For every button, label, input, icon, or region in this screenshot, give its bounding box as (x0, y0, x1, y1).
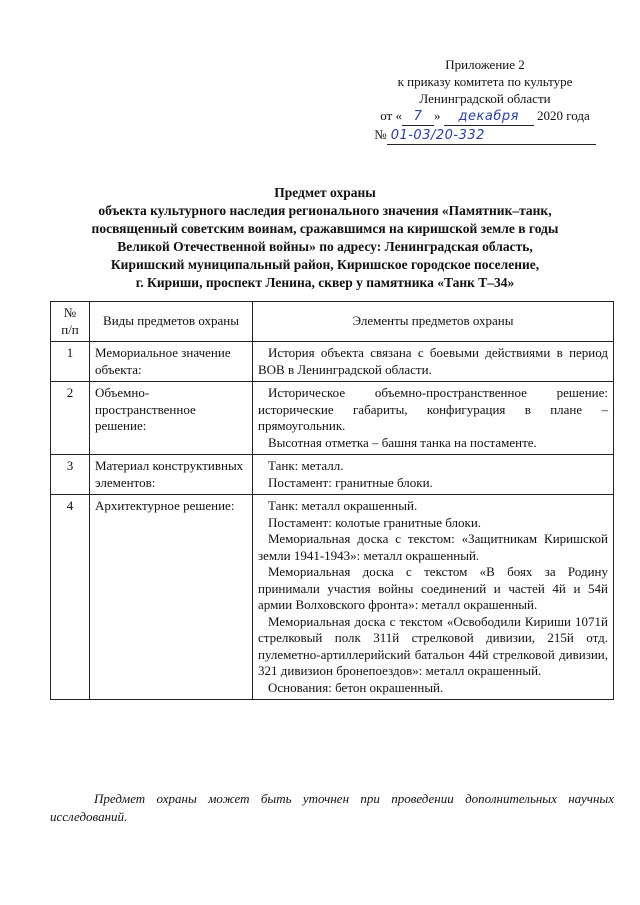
table-row (51, 455, 614, 495)
row-type: Объемно-пространственное решение: (90, 382, 253, 455)
date-month-handwritten: декабря (444, 108, 534, 126)
header-number (51, 302, 90, 342)
date-prefix: от « (380, 108, 402, 123)
row-number: 1 (51, 342, 90, 382)
element-paragraph: Основания: бетон окрашенный. (268, 679, 444, 695)
header-type: Виды предметов охраны (90, 302, 253, 342)
row-elements (253, 382, 614, 455)
header-number-abbr: п/п (61, 321, 79, 337)
row-number: 3 (51, 455, 90, 495)
table-row (51, 342, 614, 382)
footnote: Предмет охраны может быть уточнен при проведении дополнительных научных исследований. (50, 791, 614, 824)
row-type: Мемориальное значение объекта: (90, 342, 253, 382)
row-number: 4 (51, 495, 90, 700)
element-paragraph: Высотная отметка – башня танка на постаменте. (268, 434, 537, 450)
element-paragraph: Постамент: колотые гранитные блоки. (268, 514, 482, 530)
element-paragraph: Постамент: гранитные блоки. (268, 474, 433, 490)
table-header-row (51, 302, 614, 342)
appendix-header (360, 56, 610, 145)
element-paragraph: Мемориальная доска с текстом «Освободили Кириши 1071й стрелковый полк 311й стрелковой дивизии, 215й отд. пулеметно-артиллерийский батальон 44й стрелковой дивизии, 321 дивизион бронепоездов»: металл окрашенный. (258, 613, 608, 678)
date-mid: » (433, 108, 441, 123)
element-paragraph: Мемориальная доска с текстом: «Защитникам Киришской земли 1941-1943»: металл окрашенный. (258, 531, 608, 563)
date-suffix: 2020 года (536, 108, 590, 123)
title-line-2: объекта культурного наследия регионального значения «Памятник–танк, (98, 203, 552, 218)
protection-subject-table (50, 301, 614, 700)
element-paragraph: История объекта связана с боевыми действиями в период ВОВ в Ленинградской области. (258, 345, 608, 377)
order-number-handwritten: 01-03/20-332 (387, 127, 596, 145)
title-line-6: г. Кириши, проспект Ленина, сквер у памятника «Танк Т–34» (135, 275, 515, 290)
element-paragraph: Танк: металл. (268, 458, 344, 473)
document-title (40, 184, 610, 292)
table-body (51, 342, 614, 700)
row-elements (253, 495, 614, 700)
element-paragraph: Танк: металл окрашенный. (268, 498, 418, 513)
row-elements (253, 455, 614, 495)
title-line-4: Великой Отечественной войны» по адресу: Ленинградская область, (117, 239, 533, 254)
appendix-region-line: Ленинградской области (419, 91, 551, 106)
table-row (51, 382, 614, 455)
title-line-3: посвященный советским воинам, сражавшимся на киришской земле в годы (91, 221, 559, 236)
header-elements: Элементы предметов охраны (253, 302, 614, 342)
number-prefix: № (374, 127, 387, 142)
element-paragraph: Историческое объемно-пространственное решение: исторические габариты, конфигурация в плане – прямоугольник. (258, 385, 608, 433)
element-paragraph: Мемориальная доска с текстом «В боях за Родину принимали участия войны соединений и частей 4й и 54й армии Волховского фронта»: металл окрашенный. (258, 564, 608, 612)
table-row (51, 495, 614, 700)
row-type: Материал конструктивных элементов: (90, 455, 253, 495)
date-day-handwritten: 7 (402, 108, 434, 126)
row-number: 2 (51, 382, 90, 455)
row-type: Архитектурное решение: (90, 495, 253, 700)
header-number-sign: № (63, 305, 77, 320)
title-line-5: Киришский муниципальный район, Киришское городское поселение, (110, 257, 540, 272)
appendix-date-line (360, 107, 610, 126)
appendix-order-line: к приказу комитета по культуре (397, 74, 573, 89)
row-elements (253, 342, 614, 382)
title-line-1: Предмет охраны (274, 185, 376, 200)
appendix-title: Приложение 2 (445, 57, 525, 72)
appendix-number-line (360, 126, 610, 145)
